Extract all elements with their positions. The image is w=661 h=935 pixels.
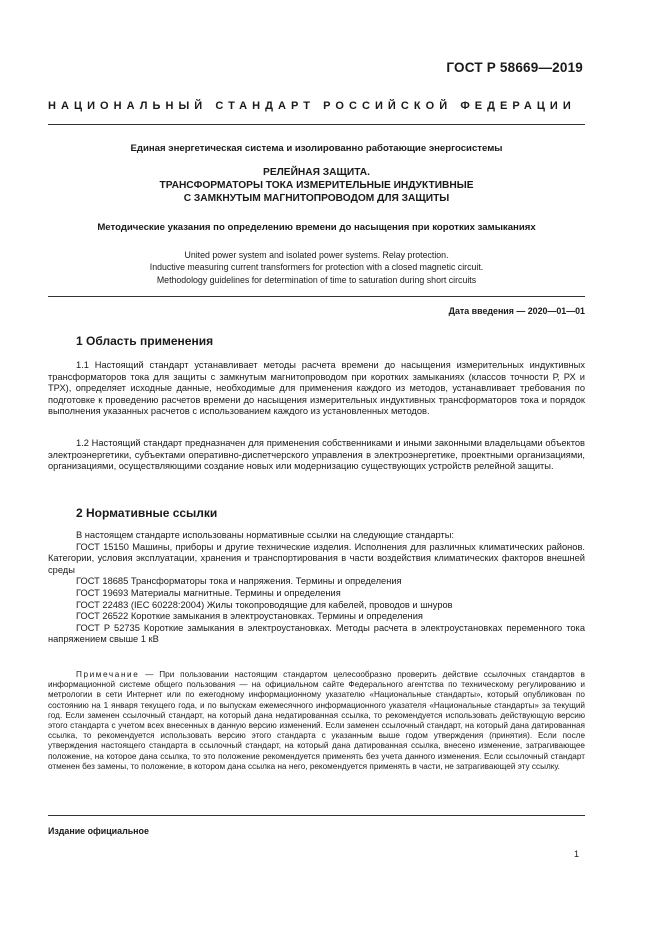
main-title bbox=[48, 166, 585, 205]
reference-item: ГОСТ 22483 (IEC 60228:2004) Жилы токопроводящие для кабелей, проводов и шнуров bbox=[76, 599, 453, 610]
english-title-line: Methodology guidelines for determination of time to saturation during short circuits bbox=[156, 274, 477, 285]
section-1-paragraph-1: 1.1 Настоящий стандарт устанавливает методы расчета времени до насыщения измерительных индуктивных трансформаторов тока для защиты с замкнутым магнитопроводом при коротких замыканиях (классов точности Р, РХ и ТРХ), определяет исходные данные, необходимые для применения каждого из методов, устанавливает требования по подготовке к проведению расчетов времени до насыщения измерительных индуктивных трансформаторов тока и порядок выполнения указанных расчетов с использованием каждого из установленных методов. bbox=[48, 360, 585, 417]
english-title-line: United power system and isolated power systems. Relay protection. bbox=[184, 250, 449, 260]
references-intro: В настоящем стандарте использованы нормативные ссылки на следующие стандарты: bbox=[76, 530, 455, 540]
main-title-line: РЕЛЕЙНАЯ ЗАЩИТА. bbox=[263, 167, 370, 178]
section-2-heading: 2 Нормативные ссылки bbox=[76, 506, 218, 520]
introduction-date: Дата введения — 2020—01—01 bbox=[448, 306, 585, 316]
english-title-line: Inductive measuring current transformers for protection with a closed magnetic circuit. bbox=[149, 262, 484, 273]
section-1-heading: 1 Область применения bbox=[76, 334, 214, 348]
english-title bbox=[48, 249, 585, 286]
main-title-line: С ЗАМКНУТЫМ МАГНИТОПРОВОДОМ ДЛЯ ЗАЩИТЫ bbox=[183, 193, 450, 204]
main-title-line: ТРАНСФОРМАТОРЫ ТОКА ИЗМЕРИТЕЛЬНЫЕ ИНДУКТИВНЫЕ bbox=[159, 180, 474, 191]
reference-item: ГОСТ 26522 Короткие замыкания в электроустановках. Термины и определения bbox=[76, 611, 423, 622]
subtitle: Методические указания по определению времени до насыщения при коротких замыканиях bbox=[97, 222, 536, 233]
note-text: — При пользовании настоящим стандартом целесообразно проверить действие ссылочных стандартов в информационной системе общего пользования — на официальном сайте Федерального агентства по техническому регулированию и метрологии в сети Интернет или по ежегодному информационному указателю «Национальные стандарты», который опубликован по состоянию на 1 января текущего года, и по выпускам ежемесячного информационного указателя «Национальные стандарты» за текущий год. Если заменен ссылочный стандарт, на который дана недатированная ссылка, то рекомендуется использовать действующую версию этого стандарта с учетом всех внесенных в данную версию изменений. Если заменен ссылочный стандарт, на который дана датированная ссылка, то рекомендуется использовать версию этого стандарта с указанным выше годом утверждения (принятия). Если после утверждения настоящего стандарта в ссылочный стандарт, на который дана датированная ссылка, внесено изменение, затрагивающее положение, на которое дана ссылка, то это положение рекомендуется применять без учета данного изменения. Если ссылочный стандарт отменен без замены, то положение, в котором дана ссылка на него, рекомендуется применять в части, не затрагивающей эту ссылку. bbox=[48, 670, 585, 771]
title-divider bbox=[48, 296, 585, 297]
reference-item: ГОСТ 18685 Трансформаторы тока и напряжения. Термины и определения bbox=[76, 576, 402, 587]
page-number: 1 bbox=[574, 849, 580, 859]
system-title: Единая энергетическая система и изолированно работающие энергосистемы bbox=[130, 143, 503, 154]
section-1-paragraph-2: 1.2 Настоящий стандарт предназначен для применения собственниками и иными законными владельцами объектов электроэнергетики, субъектами оперативно-диспетчерского управления в электроэнергетике, проектными организациями, организациями, осуществляющими создание новых или модернизацию существующих устройств релейной защиты. bbox=[48, 438, 585, 472]
reference-item: ГОСТ 19693 Материалы магнитные. Термины и определения bbox=[76, 587, 341, 598]
note-label: Примечание bbox=[76, 670, 140, 679]
header-divider bbox=[48, 124, 585, 125]
references-list bbox=[48, 530, 585, 646]
note bbox=[48, 670, 585, 772]
national-standard-heading: НАЦИОНАЛЬНЫЙ СТАНДАРТ РОССИЙСКОЙ ФЕДЕРАЦИИ bbox=[48, 100, 576, 112]
reference-item: ГОСТ Р 52735 Короткие замыкания в электроустановках. Методы расчета в электроустановках переменного тока напряжением свыше 1 кВ bbox=[48, 622, 585, 645]
gost-number: ГОСТ Р 58669—2019 bbox=[446, 60, 583, 75]
edition-label: Издание официальное bbox=[48, 826, 149, 836]
footer-divider bbox=[48, 815, 585, 816]
reference-item: ГОСТ 15150 Машины, приборы и другие технические изделия. Исполнения для различных климатических районов. Категории, условия эксплуатации, хранения и транспортирования в части воздействия климатических факторов внешней среды bbox=[48, 541, 585, 575]
